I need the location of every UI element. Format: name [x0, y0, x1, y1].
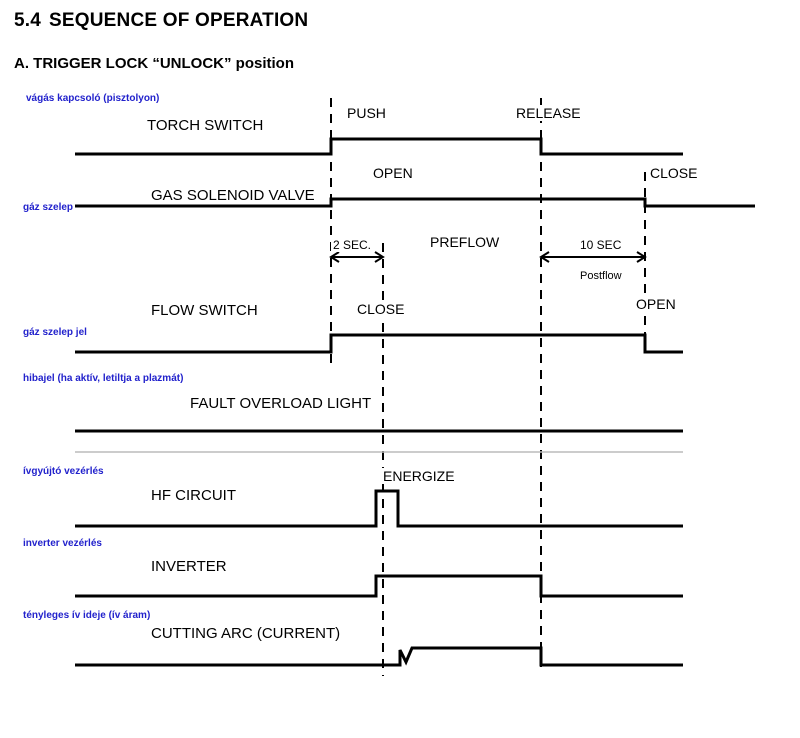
signal-label-gas-solenoid-valve: GAS SOLENOID VALVE — [148, 187, 318, 204]
annotation-push: PUSH — [347, 105, 386, 121]
waveform-flow-switch — [75, 335, 683, 352]
annotation-open-flow: OPEN — [636, 296, 676, 312]
signal-label-flow-switch: FLOW SWITCH — [148, 302, 261, 319]
hu-label-inverter: inverter vezérlés — [23, 538, 102, 549]
waveform-cutting-arc — [75, 648, 683, 665]
annotation-postflow: Postflow — [580, 270, 622, 282]
annotation-energize: ENERGIZE — [383, 468, 455, 484]
annotation-preflow: PREFLOW — [430, 234, 500, 250]
hu-label-flow-switch: gáz szelep jel — [23, 327, 87, 338]
annotation-close-gas: CLOSE — [650, 165, 698, 181]
hu-label-gas-solenoid-valve: gáz szelep — [23, 202, 74, 213]
hu-label-hf-circuit: ívgyújtó vezérlés — [23, 466, 104, 477]
annotation-release: RELEASE — [516, 105, 581, 121]
signal-label-torch-switch: TORCH SWITCH — [144, 117, 266, 134]
dimension-10sec — [541, 252, 645, 262]
annotation-10sec: 10 SEC — [580, 238, 622, 252]
annotation-2sec: 2 SEC. — [333, 238, 372, 252]
page-title — [14, 10, 308, 32]
dimension-2sec — [331, 252, 383, 262]
hu-label-cutting-arc: tényleges ív ideje (ív áram) — [23, 610, 151, 621]
section-title: SEQUENCE OF OPERATION — [49, 10, 309, 31]
waveform-inverter — [75, 576, 683, 596]
hu-label-fault-overload-light: hibajel (ha aktív, letiltja a plazmát) — [23, 373, 184, 384]
subtitle: A. TRIGGER LOCK “UNLOCK” position — [14, 55, 294, 72]
annotation-open-gas: OPEN — [373, 165, 413, 181]
waveform-torch-switch — [75, 139, 683, 154]
signal-label-fault-overload-light: FAULT OVERLOAD LIGHT — [187, 395, 374, 412]
hu-label-torch-switch: vágás kapcsoló (pisztolyon) — [26, 93, 160, 104]
signal-label-hf-circuit: HF CIRCUIT — [148, 487, 239, 504]
section-number: 5.4 — [14, 10, 42, 31]
signal-label-cutting-arc: CUTTING ARC (CURRENT) — [148, 625, 343, 642]
annotation-close-flow: CLOSE — [357, 301, 405, 317]
signal-label-inverter: INVERTER — [148, 558, 230, 575]
